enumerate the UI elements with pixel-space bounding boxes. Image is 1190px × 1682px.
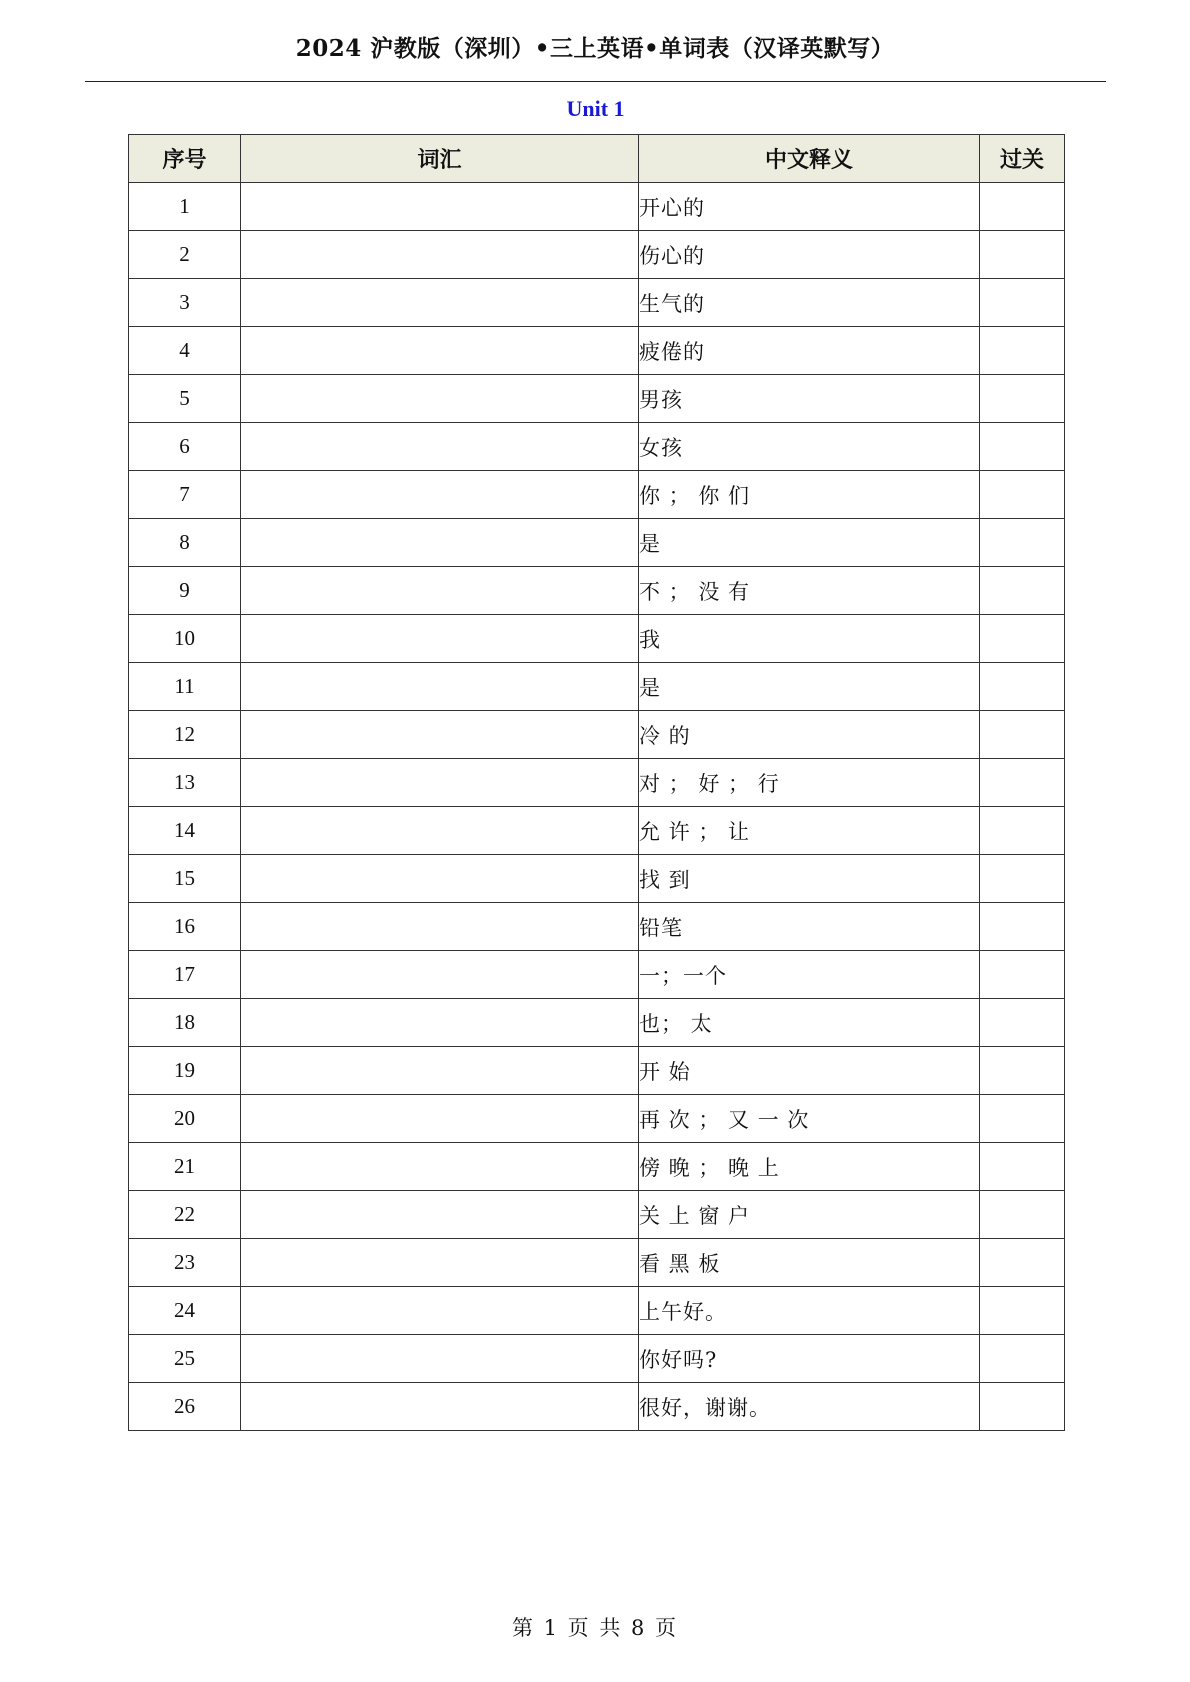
pass-check-cell[interactable] xyxy=(980,999,1065,1047)
word-answer-cell[interactable] xyxy=(241,1095,639,1143)
table-row xyxy=(129,231,1065,279)
pass-check-cell[interactable] xyxy=(980,327,1065,375)
word-answer-cell[interactable] xyxy=(241,231,639,279)
chinese-meaning: 不 ； 没 有 xyxy=(639,567,980,615)
pass-check-cell[interactable] xyxy=(980,1095,1065,1143)
chinese-meaning: 你好吗? xyxy=(639,1335,980,1383)
chinese-meaning: 是 xyxy=(639,519,980,567)
word-answer-cell[interactable] xyxy=(241,999,639,1047)
table-row xyxy=(129,519,1065,567)
word-answer-cell[interactable] xyxy=(241,1287,639,1335)
pass-check-cell[interactable] xyxy=(980,471,1065,519)
page-number: 第 1 页 共 8 页 xyxy=(511,1616,679,1640)
table-row xyxy=(129,1239,1065,1287)
word-answer-cell[interactable] xyxy=(241,903,639,951)
word-answer-cell[interactable] xyxy=(241,519,639,567)
pass-check-cell[interactable] xyxy=(980,183,1065,231)
pass-check-cell[interactable] xyxy=(980,615,1065,663)
chinese-meaning: 铅笔 xyxy=(639,903,980,951)
word-answer-cell[interactable] xyxy=(241,951,639,999)
column-header-pass: 过关 xyxy=(980,135,1065,183)
row-number: 18 xyxy=(129,999,241,1047)
word-answer-cell[interactable] xyxy=(241,183,639,231)
chinese-meaning: 允 许 ； 让 xyxy=(639,807,980,855)
pass-check-cell[interactable] xyxy=(980,711,1065,759)
pass-check-cell[interactable] xyxy=(980,1287,1065,1335)
table-row xyxy=(129,1095,1065,1143)
word-answer-cell[interactable] xyxy=(241,1143,639,1191)
pass-check-cell[interactable] xyxy=(980,1239,1065,1287)
pass-check-cell[interactable] xyxy=(980,567,1065,615)
table-row xyxy=(129,999,1065,1047)
pass-check-cell[interactable] xyxy=(980,903,1065,951)
table-row xyxy=(129,183,1065,231)
row-number: 8 xyxy=(129,519,241,567)
table-row xyxy=(129,1047,1065,1095)
word-answer-cell[interactable] xyxy=(241,1335,639,1383)
row-number: 9 xyxy=(129,567,241,615)
table-row xyxy=(129,855,1065,903)
row-number: 6 xyxy=(129,423,241,471)
table-row xyxy=(129,375,1065,423)
chinese-meaning: 傍 晚 ； 晚 上 xyxy=(639,1143,980,1191)
table-header-row xyxy=(129,135,1065,183)
table-row xyxy=(129,471,1065,519)
table-row xyxy=(129,1143,1065,1191)
word-answer-cell[interactable] xyxy=(241,711,639,759)
word-answer-cell[interactable] xyxy=(241,375,639,423)
pass-check-cell[interactable] xyxy=(980,807,1065,855)
row-number: 17 xyxy=(129,951,241,999)
row-number: 16 xyxy=(129,903,241,951)
pass-check-cell[interactable] xyxy=(980,279,1065,327)
table-row xyxy=(129,807,1065,855)
chinese-meaning: 关 上 窗 户 xyxy=(639,1191,980,1239)
chinese-meaning: 伤心的 xyxy=(639,231,980,279)
chinese-meaning: 找 到 xyxy=(639,855,980,903)
row-number: 11 xyxy=(129,663,241,711)
row-number: 19 xyxy=(129,1047,241,1095)
chinese-meaning: 上午好。 xyxy=(639,1287,980,1335)
table-row xyxy=(129,903,1065,951)
word-answer-cell[interactable] xyxy=(241,279,639,327)
chinese-meaning: 生气的 xyxy=(639,279,980,327)
table-row xyxy=(129,423,1065,471)
column-header-number: 序号 xyxy=(129,135,241,183)
pass-check-cell[interactable] xyxy=(980,1191,1065,1239)
chinese-meaning: 冷 的 xyxy=(639,711,980,759)
header-divider xyxy=(85,81,1106,82)
chinese-meaning: 疲倦的 xyxy=(639,327,980,375)
pass-check-cell[interactable] xyxy=(980,663,1065,711)
chinese-meaning: 是 xyxy=(639,663,980,711)
page-title: 2024 沪教版（深圳）•三上英语•单词表（汉译英默写） xyxy=(295,35,895,62)
row-number: 13 xyxy=(129,759,241,807)
chinese-meaning: 很好，谢谢。 xyxy=(639,1383,980,1431)
row-number: 24 xyxy=(129,1287,241,1335)
chinese-meaning: 男孩 xyxy=(639,375,980,423)
row-number: 12 xyxy=(129,711,241,759)
pass-check-cell[interactable] xyxy=(980,519,1065,567)
word-answer-cell[interactable] xyxy=(241,327,639,375)
pass-check-cell[interactable] xyxy=(980,951,1065,999)
row-number: 1 xyxy=(129,183,241,231)
table-row xyxy=(129,327,1065,375)
row-number: 7 xyxy=(129,471,241,519)
table-row xyxy=(129,1191,1065,1239)
table-body xyxy=(129,183,1065,1431)
chinese-meaning: 也； 太 xyxy=(639,999,980,1047)
chinese-meaning: 再 次 ； 又 一 次 xyxy=(639,1095,980,1143)
table-row xyxy=(129,615,1065,663)
pass-check-cell[interactable] xyxy=(980,375,1065,423)
row-number: 4 xyxy=(129,327,241,375)
chinese-meaning: 看 黑 板 xyxy=(639,1239,980,1287)
table-row xyxy=(129,663,1065,711)
chinese-meaning: 你 ； 你 们 xyxy=(639,471,980,519)
row-number: 25 xyxy=(129,1335,241,1383)
column-header-meaning: 中文释义 xyxy=(639,135,980,183)
table-row xyxy=(129,711,1065,759)
table-row xyxy=(129,1383,1065,1431)
pass-check-cell[interactable] xyxy=(980,1335,1065,1383)
pass-check-cell[interactable] xyxy=(980,759,1065,807)
chinese-meaning: 对 ； 好 ； 行 xyxy=(639,759,980,807)
word-answer-cell[interactable] xyxy=(241,759,639,807)
chinese-meaning: 一；一个 xyxy=(639,951,980,999)
column-header-word: 词汇 xyxy=(241,135,639,183)
word-answer-cell[interactable] xyxy=(241,1047,639,1095)
row-number: 14 xyxy=(129,807,241,855)
word-answer-cell[interactable] xyxy=(241,1239,639,1287)
word-answer-cell[interactable] xyxy=(241,663,639,711)
word-answer-cell[interactable] xyxy=(241,423,639,471)
table-row xyxy=(129,567,1065,615)
row-number: 15 xyxy=(129,855,241,903)
pass-check-cell[interactable] xyxy=(980,1047,1065,1095)
chinese-meaning: 女孩 xyxy=(639,423,980,471)
pass-check-cell[interactable] xyxy=(980,231,1065,279)
word-answer-cell[interactable] xyxy=(241,567,639,615)
word-answer-cell[interactable] xyxy=(241,615,639,663)
table-row xyxy=(129,759,1065,807)
unit-title: Unit 1 xyxy=(566,96,625,121)
row-number: 5 xyxy=(129,375,241,423)
word-answer-cell[interactable] xyxy=(241,1383,639,1431)
word-answer-cell[interactable] xyxy=(241,1191,639,1239)
pass-check-cell[interactable] xyxy=(980,1143,1065,1191)
chinese-meaning: 我 xyxy=(639,615,980,663)
pass-check-cell[interactable] xyxy=(980,1383,1065,1431)
row-number: 22 xyxy=(129,1191,241,1239)
word-answer-cell[interactable] xyxy=(241,855,639,903)
row-number: 10 xyxy=(129,615,241,663)
vocabulary-table xyxy=(128,134,1065,1431)
row-number: 21 xyxy=(129,1143,241,1191)
word-answer-cell[interactable] xyxy=(241,471,639,519)
word-answer-cell[interactable] xyxy=(241,807,639,855)
pass-check-cell[interactable] xyxy=(980,423,1065,471)
row-number: 26 xyxy=(129,1383,241,1431)
table-row xyxy=(129,1335,1065,1383)
row-number: 3 xyxy=(129,279,241,327)
row-number: 2 xyxy=(129,231,241,279)
row-number: 20 xyxy=(129,1095,241,1143)
pass-check-cell[interactable] xyxy=(980,855,1065,903)
chinese-meaning: 开 始 xyxy=(639,1047,980,1095)
chinese-meaning: 开心的 xyxy=(639,183,980,231)
table-row xyxy=(129,279,1065,327)
table-row xyxy=(129,1287,1065,1335)
row-number: 23 xyxy=(129,1239,241,1287)
table-row xyxy=(129,951,1065,999)
